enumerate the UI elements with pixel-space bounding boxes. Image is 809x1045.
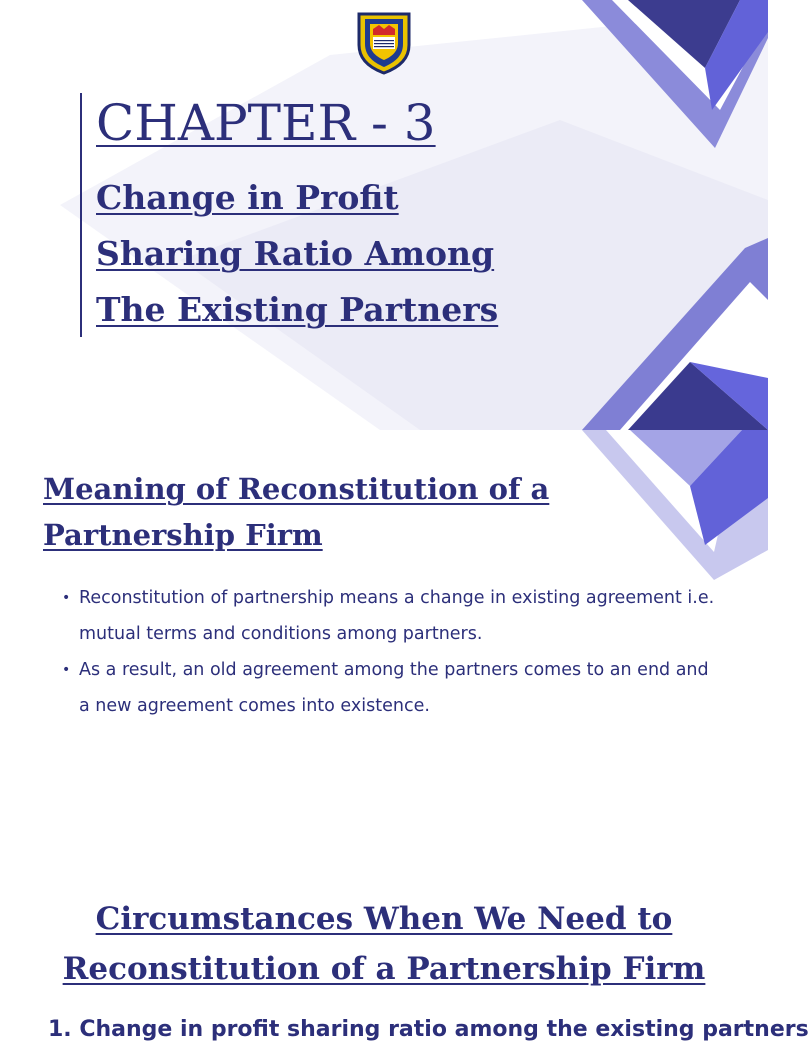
chapter-title: CHAPTER - 3 (96, 94, 436, 152)
subtitle-line: The Existing Partners (96, 290, 499, 329)
bullet-item (62, 580, 722, 652)
bullet-text: As a result, an old agreement among the partners comes to an end and a new agreement comes into existence. (79, 660, 709, 716)
section-heading-meaning: Meaning of Reconstitution of a Partnership Firm (43, 472, 550, 552)
section-heading-circumstances: Circumstances When We Need to Reconstitution of a Partnership Firm (62, 901, 706, 987)
bullet-dot-icon: • (62, 662, 71, 678)
title-accent-rule (80, 93, 82, 337)
bullet-list (62, 580, 722, 724)
subtitle-line: Sharing Ratio Among (96, 234, 495, 273)
bullet-item (62, 652, 722, 724)
subtitle-line: Change in Profit (96, 178, 399, 217)
bullet-text: Reconstitution of partnership means a change in existing agreement i.e. mutual terms and conditions among partners. (79, 588, 715, 644)
list-item-cut-off: 1. Change in profit sharing ratio among the existing partners (48, 1017, 809, 1042)
content-slide (0, 430, 809, 1042)
bullet-dot-icon: • (62, 590, 71, 606)
chapter-subtitle (96, 170, 498, 338)
crest-icon (355, 11, 413, 75)
title-slide (0, 0, 768, 430)
school-logo (355, 11, 413, 75)
